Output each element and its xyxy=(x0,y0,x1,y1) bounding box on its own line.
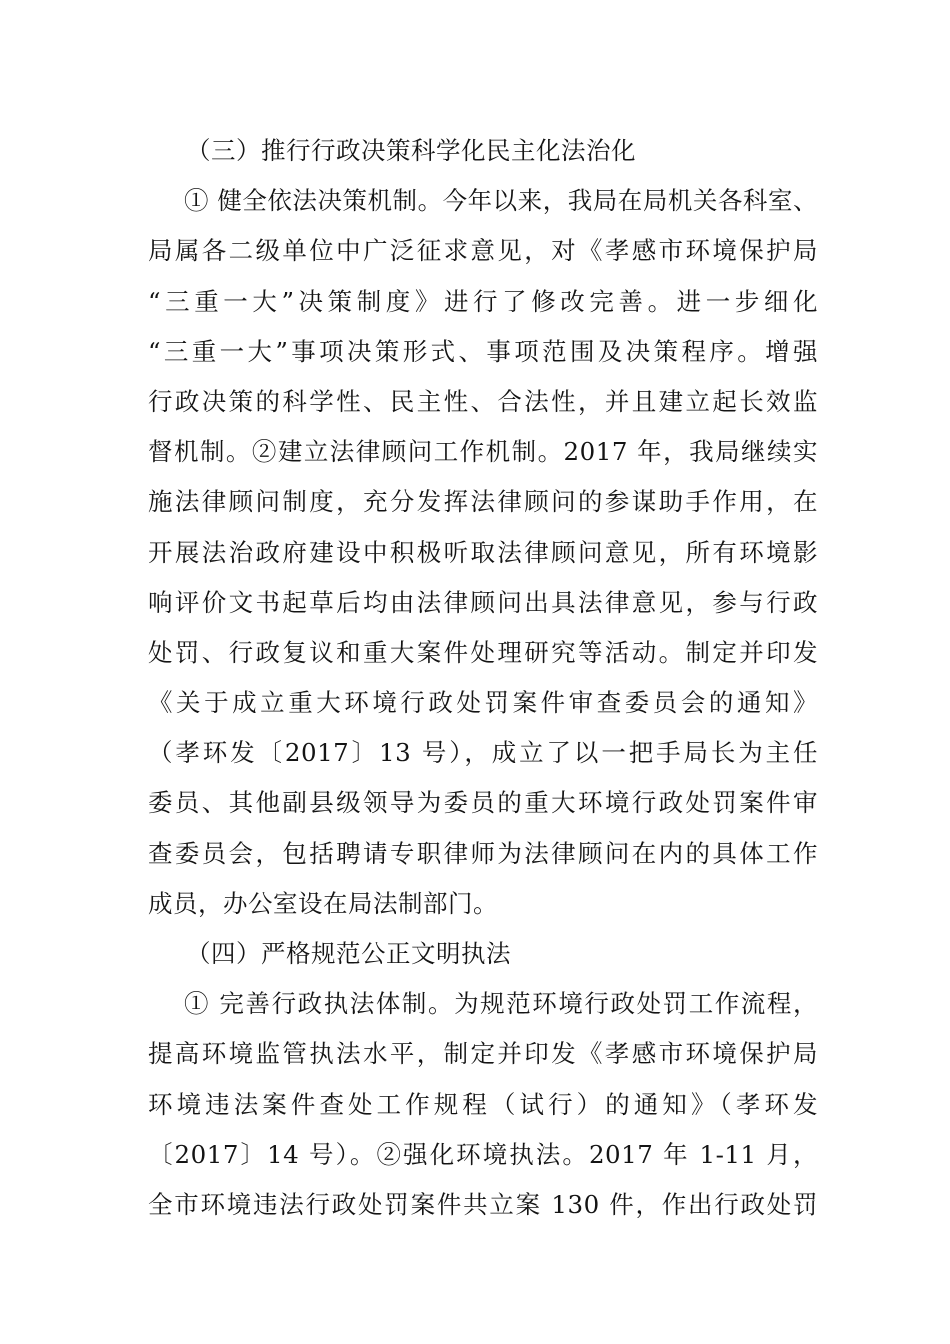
paragraph-line: ① 完善行政执法体制。为规范环境行政处罚工作流程， xyxy=(184,989,818,1019)
paragraph-line: 查委员会，包括聘请专职律师为法律顾问在内的具体工作 xyxy=(148,838,818,868)
paragraph-line: 全市环境违法行政处罚案件共立案 130 件，作出行政处罚 xyxy=(148,1189,818,1219)
paragraph-line: 行政决策的科学性、民主性、合法性，并且建立起长效监 xyxy=(148,386,818,416)
paragraph-line: 〔2017〕14 号）。②强化环境执法。2017 年 1-11 月， xyxy=(148,1139,818,1169)
section-heading-3: （三）推行行政决策科学化民主化法治化 xyxy=(186,136,636,165)
paragraph-line: 《关于成立重大环境行政处罚案件审查委员会的通知》 xyxy=(148,688,818,718)
paragraph-line: （孝环发〔2017〕13 号），成立了以一把手局长为主任 xyxy=(148,738,818,768)
paragraph-line: ① 健全依法决策机制。今年以来，我局在局机关各科室、 xyxy=(184,186,818,216)
document-body xyxy=(148,126,818,1230)
paragraph-line: “三重一大”事项决策形式、事项范围及决策程序。增强 xyxy=(148,336,818,366)
paragraph-line: “三重一大”决策制度》进行了修改完善。进一步细化 xyxy=(148,286,818,316)
paragraph-line: 环境违法案件查处工作规程（试行）的通知》（孝环发 xyxy=(148,1089,818,1119)
paragraph-line: 督机制。②建立法律顾问工作机制。2017 年，我局继续实 xyxy=(148,437,818,467)
paragraph-line: 委员、其他副县级领导为委员的重大环境行政处罚案件审 xyxy=(148,788,818,818)
paragraph-line: 响评价文书起草后均由法律顾问出具法律意见，参与行政 xyxy=(148,587,818,617)
section-heading-4: （四）严格规范公正文明执法 xyxy=(186,939,511,968)
paragraph-line: 处罚、行政复议和重大案件处理研究等活动。制定并印发 xyxy=(148,637,818,667)
paragraph-line: 提高环境监管执法水平，制定并印发《孝感市环境保护局 xyxy=(148,1039,818,1069)
paragraph-line: 局属各二级单位中广泛征求意见，对《孝感市环境保护局 xyxy=(148,236,818,266)
paragraph-line: 成员，办公室设在局法制部门。 xyxy=(148,888,498,918)
paragraph-line: 开展法治政府建设中积极听取法律顾问意见，所有环境影 xyxy=(148,537,818,567)
paragraph-line: 施法律顾问制度，充分发挥法律顾问的参谋助手作用，在 xyxy=(148,487,818,517)
